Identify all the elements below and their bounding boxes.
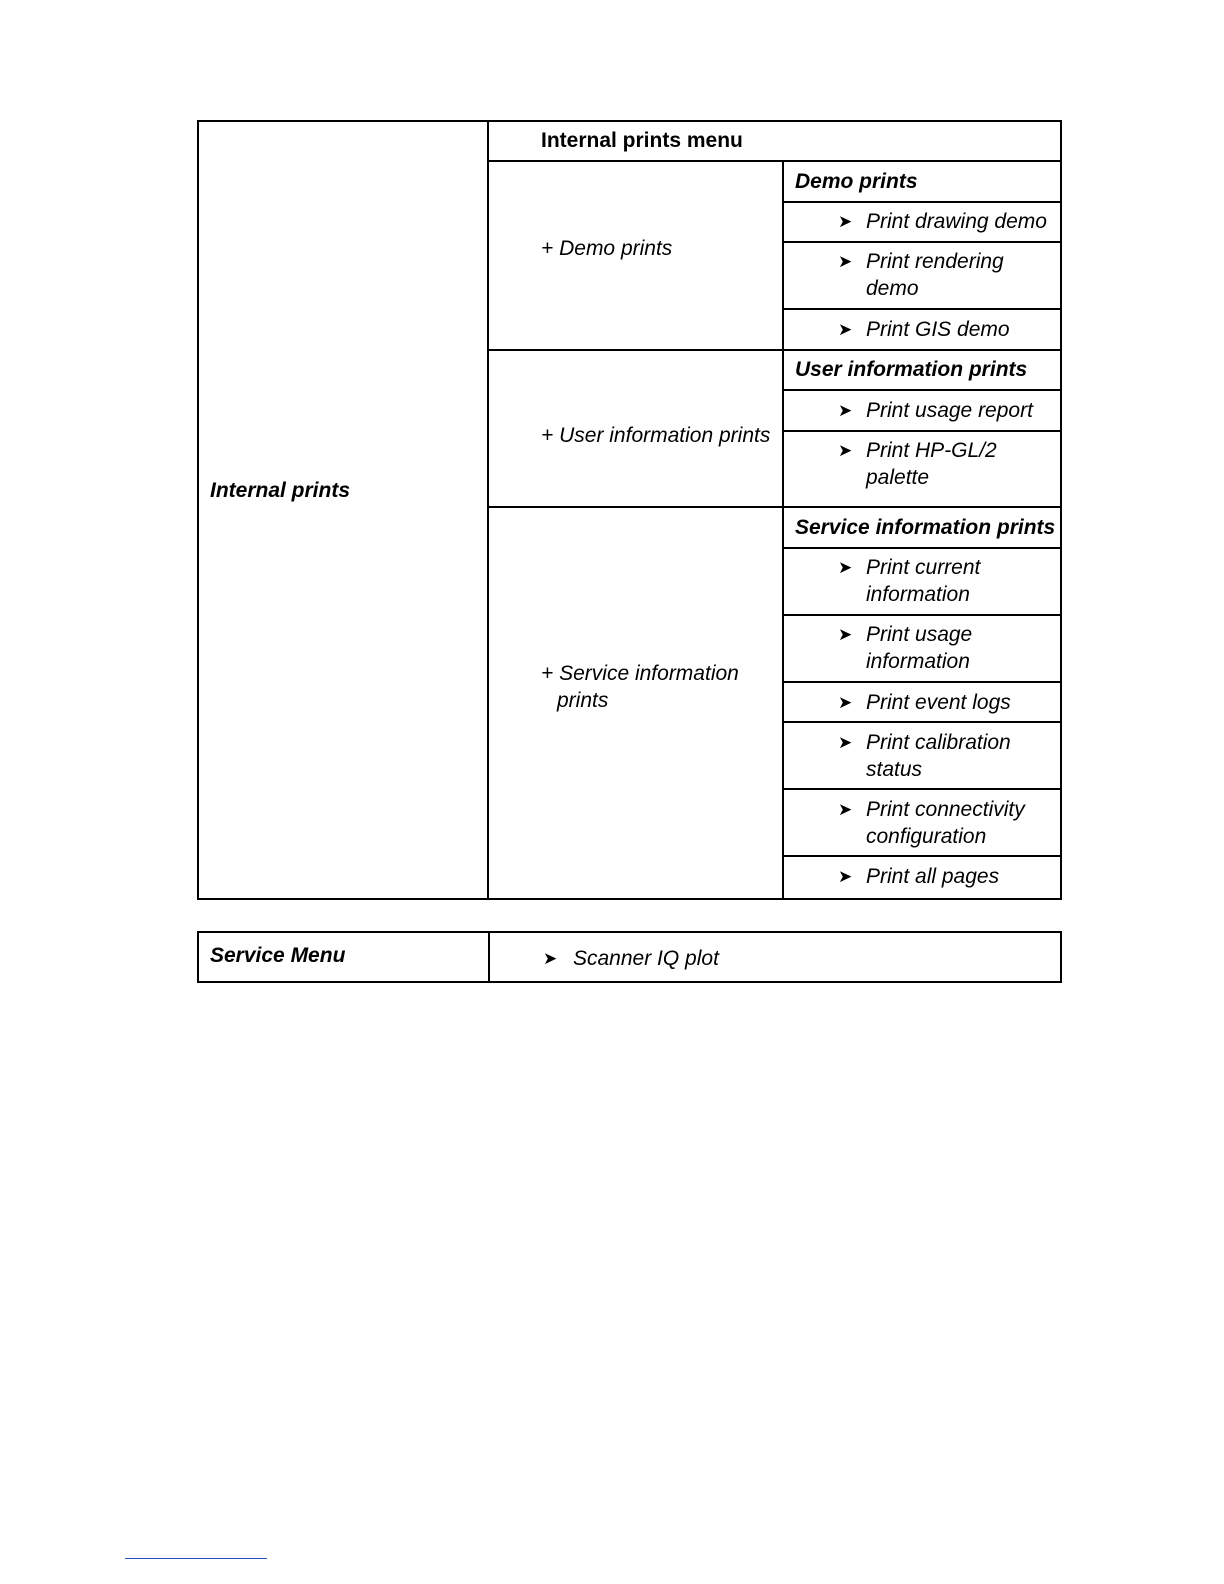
menu-title: Internal prints menu [541, 129, 743, 152]
arrow-bullet-icon: ➤ [838, 733, 853, 752]
menu-item: Print drawing demo [866, 210, 1047, 233]
scanner-iq-plot-item: Scanner IQ plot [573, 947, 719, 970]
menu-item: Print usage information [866, 623, 973, 673]
table-divider [782, 855, 1062, 857]
arrow-bullet-icon: ➤ [838, 212, 853, 231]
arrow-bullet-icon: ➤ [838, 401, 853, 420]
service-info-prints-label: + Service information [541, 662, 739, 685]
arrow-bullet-icon: ➤ [838, 558, 853, 577]
user-info-prints-header: User information prints [795, 358, 1028, 381]
menu-item: Print connectivity configuration [866, 798, 1025, 848]
arrow-bullet-icon: ➤ [838, 800, 853, 819]
footnote-separator [125, 1558, 267, 1559]
arrow-bullet-icon: ➤ [838, 625, 853, 644]
menu-item: Print calibration status [866, 731, 1011, 781]
table-divider [782, 308, 1062, 310]
table-divider [487, 349, 1062, 351]
table-divider [782, 721, 1062, 723]
table-divider [782, 547, 1062, 549]
arrow-bullet-icon: ➤ [838, 441, 853, 460]
menu-item: Print all pages [866, 865, 1000, 888]
table-divider [487, 506, 1062, 508]
arrow-bullet-icon: ➤ [838, 320, 853, 339]
table-divider [487, 120, 489, 900]
service-info-prints-label-cont: prints [557, 689, 609, 712]
table-divider [488, 931, 490, 983]
menu-item: Print usage report [866, 399, 1033, 422]
arrow-bullet-icon: ➤ [838, 252, 853, 271]
menu-item: Print current information [866, 556, 981, 606]
user-info-prints-label: + User information prints [541, 424, 771, 447]
arrow-bullet-icon: ➤ [838, 867, 853, 886]
menu-item: Print rendering demo [866, 250, 1004, 300]
menu-item: Print HP-GL/2 palette [866, 439, 997, 489]
service-info-prints-header: Service information prints [795, 516, 1056, 539]
table-divider [782, 681, 1062, 683]
table-divider [782, 241, 1062, 243]
arrow-bullet-icon: ➤ [838, 693, 853, 712]
table-divider [782, 201, 1062, 203]
internal-prints-label: Internal prints [210, 479, 351, 502]
table-divider [487, 160, 1062, 162]
menu-item: Print event logs [866, 691, 1011, 714]
demo-prints-header: Demo prints [795, 170, 918, 193]
table-divider [782, 788, 1062, 790]
arrow-bullet-icon: ➤ [543, 949, 558, 968]
table-divider [782, 430, 1062, 432]
table-divider [782, 389, 1062, 391]
service-menu-label: Service Menu [210, 944, 346, 967]
demo-prints-label: + Demo prints [541, 237, 673, 260]
table-divider [782, 614, 1062, 616]
menu-item: Print GIS demo [866, 318, 1010, 341]
